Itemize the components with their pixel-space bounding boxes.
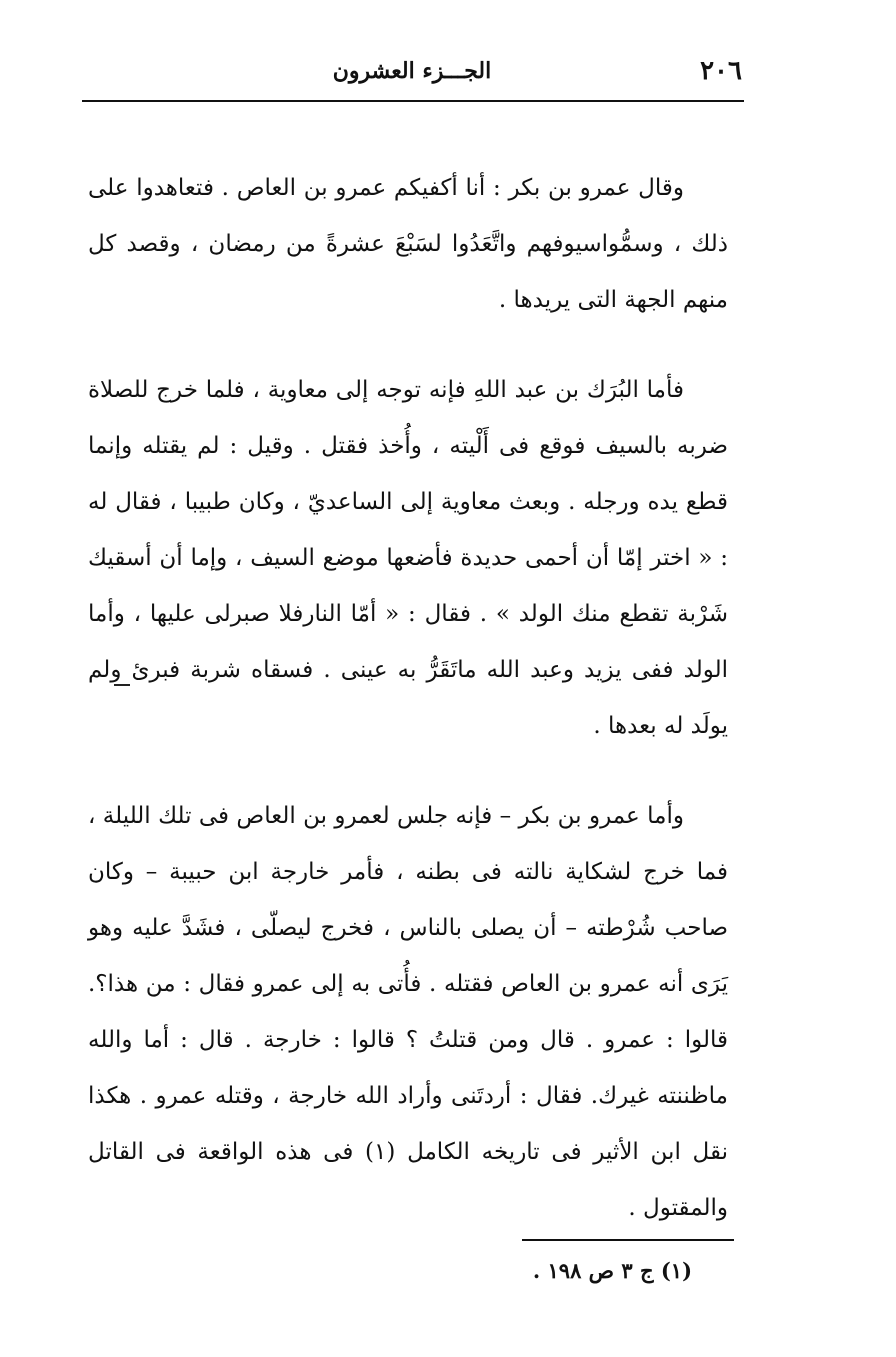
stray-mark: [114, 684, 130, 686]
footnote-rule: [522, 1239, 734, 1241]
header-rule: [82, 100, 744, 102]
running-title: الجـــزء العشرون: [332, 58, 492, 84]
footnote: (١) ج ٣ ص ١٩٨ .: [532, 1258, 692, 1283]
body-text: [88, 160, 728, 1236]
running-header: [82, 52, 742, 98]
page-number: ٢٠٦: [700, 56, 742, 86]
paragraph-1: وقال عمرو بن بكر : أنا أكفيكم عمرو بن العاص . فتعاهدوا على ذلك ، وسمُّواسيوفهم واتَّعَدُوا لسَبْعَ عشرةً من رمضان ، وقصد كل منهم الجهة التى يريدها .: [88, 175, 728, 313]
paragraph-3: وأما عمرو بن بكر – فإنه جلس لعمرو بن العاص فى تلك الليلة ، فما خرج لشكاية نالته فى بطنه ، فأمر خارجة ابن حبيبة – وكان صاحب شُرْطته – أن يصلى بالناس ، فخرج ليصلّى ، فشَدَّ عليه وهو يَرَى أنه عمرو بن العاص فقتله . فأُتى به إلى عمرو فقال : من هذا؟. قالوا : عمرو . قال ومن قتلتُ ؟ قالوا : خارجة . قال : أما والله ماظننته غيرك. فقال : أردتَنى وأراد الله خارجة ، وقتله عمرو . هكذا نقل ابن الأثير فى تاريخه الكامل (١) فى هذه الواقعة فى القاتل والمقتول .: [88, 803, 728, 1221]
paragraph-2: فأما البُرَك بن عبد اللهِ فإنه توجه إلى معاوية ، فلما خرج للصلاة ضربه بالسيف فوقع فى أَلْيته ، وأُخذ فقتل . وقيل : لم يقتله وإنما قطع يده ورجله . وبعث معاوية إلى الساعديّ ، وكان طبيبا ، فقال له : « اختر إمّا أن أحمى حديدة فأضعها موضع السيف ، وإما أن أسقيك شَرْبة تقطع منك الولد » . فقال : « أمّا النارفلا صبرلى عليها ، وأما الولد ففى يزيد وعبد الله ماتَقَرُّ به عينى . فسقاه شربة فبرئ ولم يولَد له بعدها .: [88, 377, 728, 739]
